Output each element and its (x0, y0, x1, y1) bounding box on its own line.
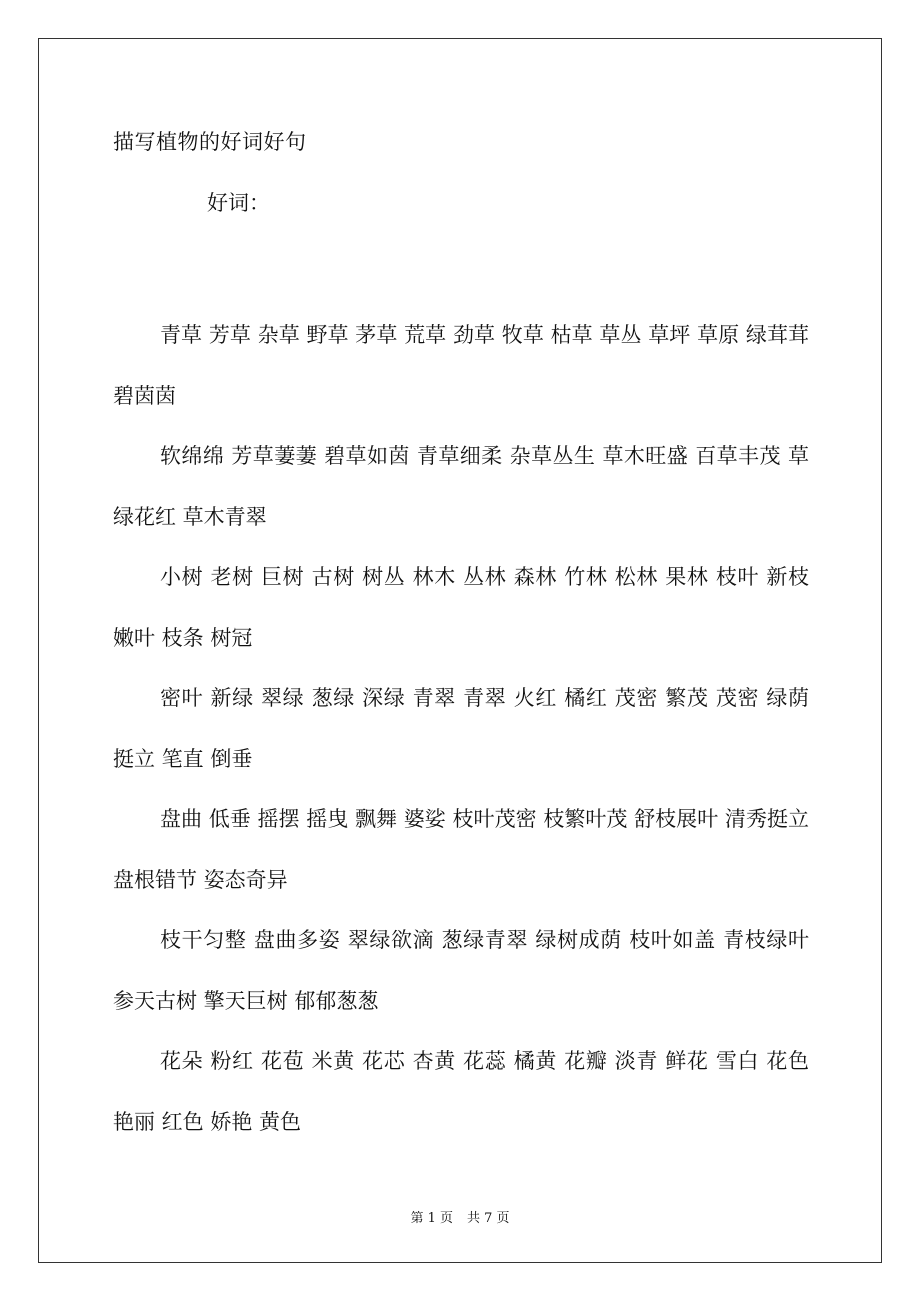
paragraph-tree-phrases: 枝干匀整 盘曲多姿 翠绿欲滴 葱绿青翠 绿树成荫 枝叶如盖 青枝绿叶 参天古树 擎天巨树 郁郁葱葱 (113, 928, 809, 1013)
page-total: 共 7 页 (467, 1211, 510, 1226)
paragraph-flower-words: 花朵 粉红 花苞 米黄 花芯 杏黄 花蕊 橘黄 花瓣 淡青 鲜花 雪白 花色 艳丽 红色 娇艳 黄色 (113, 1049, 809, 1134)
paragraph-leaf-colors: 密叶 新绿 翠绿 葱绿 深绿 青翠 青翠 火红 橘红 茂密 繁茂 茂密 绿荫 挺立 笔直 倒垂 (113, 686, 809, 771)
page-number: 第 1 页 (410, 1211, 453, 1226)
section-heading: 好词： (207, 191, 270, 215)
document-title: 描写植物的好词好句 (113, 130, 307, 154)
paragraph-grass-phrases: 软绵绵 芳草萋萋 碧草如茵 青草细柔 杂草丛生 草木旺盛 百草丰茂 草绿花红 草木青翠 (113, 444, 809, 529)
page-footer (0, 1207, 920, 1226)
paragraph-branch-shapes: 盘曲 低垂 摇摆 摇曳 飘舞 婆娑 枝叶茂密 枝繁叶茂 舒枝展叶 清秀挺立 盘根错节 姿态奇异 (113, 807, 809, 892)
word-list (113, 305, 809, 1152)
paragraph-grass-words: 青草 芳草 杂草 野草 茅草 荒草 劲草 牧草 枯草 草丛 草坪 草原 绿茸茸 碧茵茵 (113, 323, 809, 408)
paragraph-tree-words: 小树 老树 巨树 古树 树丛 林木 丛林 森林 竹林 松林 果林 枝叶 新枝 嫩叶 枝条 树冠 (113, 565, 809, 650)
